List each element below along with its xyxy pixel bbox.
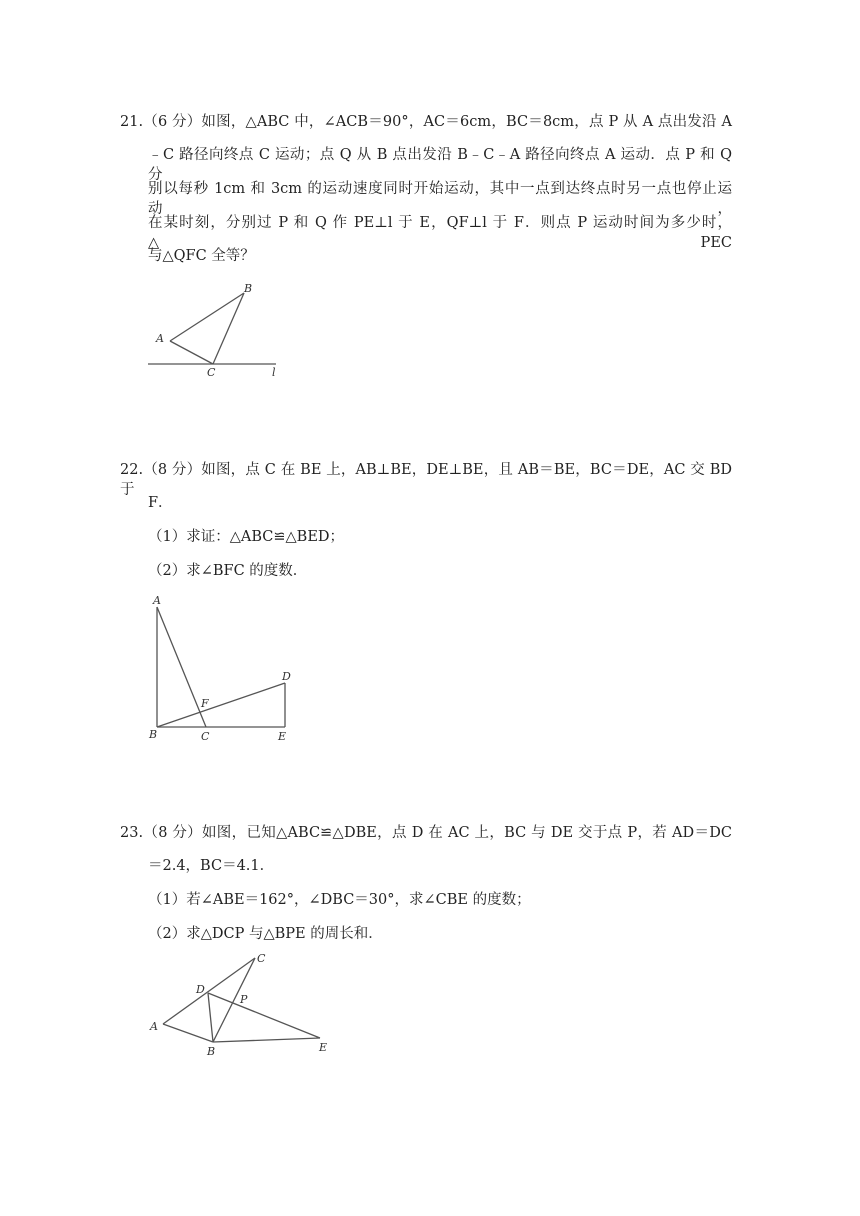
problem-21-line-1: 21.（6 分）如图，△ABC 中，∠ACB＝90°，AC＝6cm，BC＝8cm，点 P 从 A 点出发沿 A xyxy=(120,114,732,130)
fig22-label-b: B xyxy=(149,728,158,741)
fig22-label-f: F xyxy=(201,697,209,710)
problem-23-line-1: 23.（8 分）如图，已知△ABC≌△DBE，点 D 在 AC 上，BC 与 DE 交于点 P，若 AD＝DC xyxy=(120,825,732,841)
problem-23-line-4: （2）求△DCP 与△BPE 的周长和． xyxy=(148,926,383,942)
fig23-label-p: P xyxy=(240,993,248,1006)
fig23-label-d: D xyxy=(196,983,205,996)
problem-22-line-2: F． xyxy=(148,495,173,511)
problem-21-line-4: 在某时刻，分别过 P 和 Q 作 PE⊥l 于 E，QF⊥l 于 F．则点 P 运动时间为多少时，△PEC xyxy=(148,215,732,251)
fig22-label-e: E xyxy=(278,730,287,743)
problem-23-line-2: ＝2.4，BC＝4.1． xyxy=(148,858,275,874)
problem-22-line-1: 22.（8 分）如图，点 C 在 BE 上，AB⊥BE，DE⊥BE，且 AB＝BE，BC＝DE，AC 交 BD 于 xyxy=(120,462,732,498)
fig22-label-a: A xyxy=(153,594,161,607)
fig21-label-a: A xyxy=(156,332,164,345)
problem-21-line-5: 与△QFC 全等？ xyxy=(148,248,255,264)
problem-21-line-3: 别以每秒 1cm 和 3cm 的运动速度同时开始运动，其中一点到达终点时另一点也停止运动， xyxy=(148,181,732,217)
fig23-label-a: A xyxy=(150,1020,158,1033)
fig23-label-b: B xyxy=(207,1045,216,1058)
fig21-label-c: C xyxy=(207,366,216,379)
problem-22-line-3: （1）求证：△ABC≌△BED； xyxy=(148,529,345,545)
problem-21-figure xyxy=(140,275,300,385)
fig23-label-c: C xyxy=(257,952,266,965)
problem-23-line-3: （1）若∠ABE＝162°，∠DBC＝30°，求∠CBE 的度数； xyxy=(148,892,531,908)
fig21-label-l: l xyxy=(272,366,276,379)
fig22-label-c: C xyxy=(201,730,210,743)
problem-21-line-2: ﹣C 路径向终点 C 运动；点 Q 从 B 点出发沿 B﹣C﹣A 路径向终点 A 运动．点 P 和 Q 分 xyxy=(148,147,732,183)
problem-23-figure xyxy=(140,945,340,1060)
problem-22-line-4: （2）求∠BFC 的度数． xyxy=(148,563,308,579)
fig21-label-b: B xyxy=(244,282,253,295)
problem-22-figure xyxy=(140,590,300,750)
fig22-label-d: D xyxy=(282,670,291,683)
fig23-label-e: E xyxy=(319,1041,328,1054)
